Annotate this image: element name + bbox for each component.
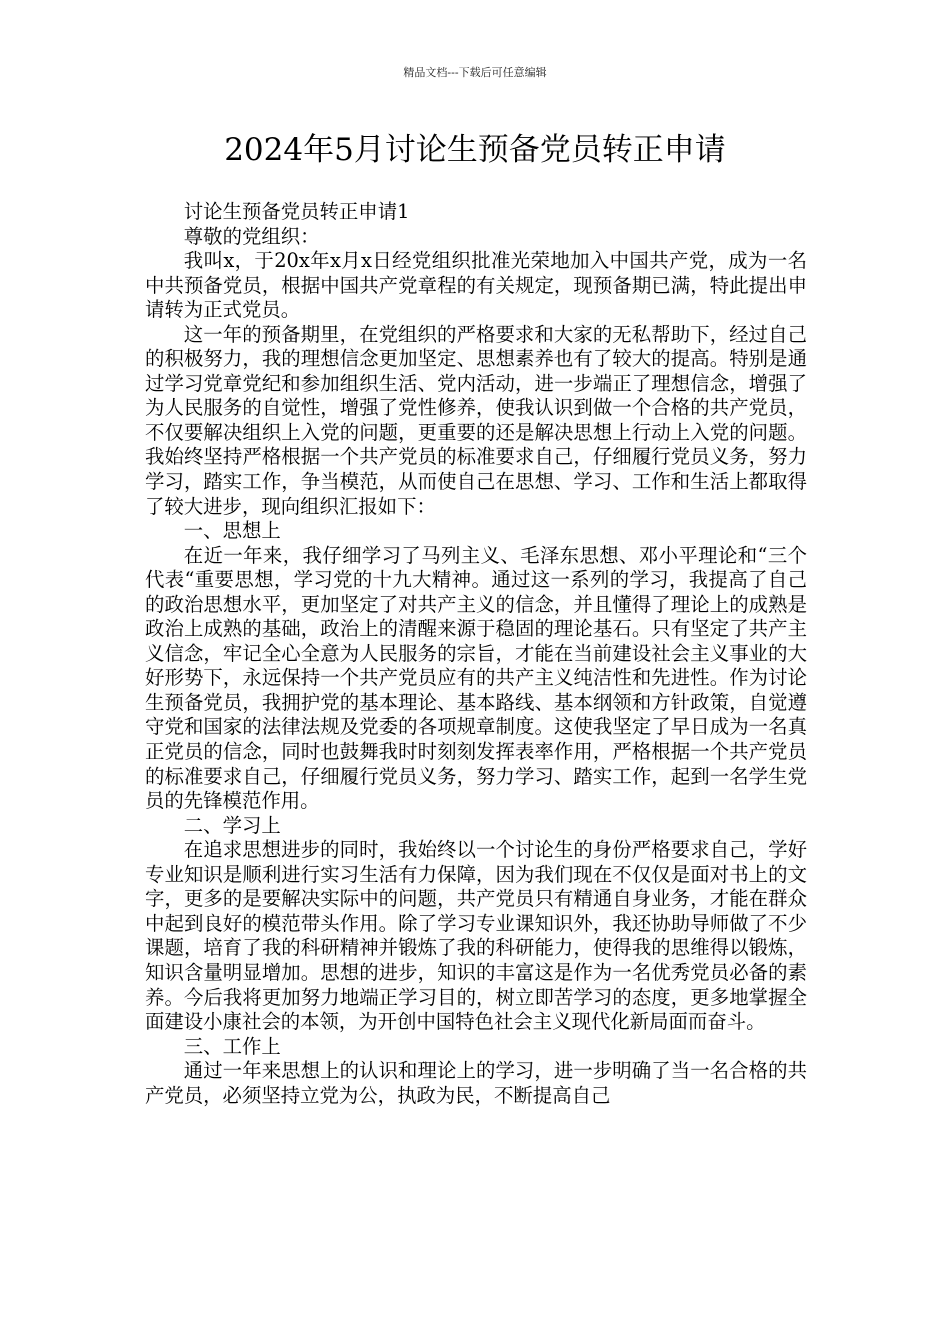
paragraph-ideology: 在近一年来，我仔细学习了马列主义、毛泽东思想、邓小平理论和“三个代表“重要思想，学习党的十九大精神。通过这一系列的学习，我提高了自己的政治思想水平，更加坚定了对共产主义的信念，并且懂得了理论上的成熟是政治上成熟的基础，政治上的清醒来源于稳固的理论基石。只有坚定了共产主义信念，牢记全心全意为人民服务的宗旨，才能在当前建设社会主义事业的大好形势下，永远保持一个共产党员应有的共产主义纯洁性和先进性。作为讨论生预备党员，我拥护党的基本理论、基本路线、基本纲领和方针政策，自觉遵守党和国家的法律法规及党委的各项规章制度。这使我坚定了早日成为一名真正党员的信念，同时也鼓舞我时时刻刻发挥表率作用，严格根据一个共产党员的标准要求自己，仔细履行党员义务，努力学习、踏实工作，起到一名学生党员的先锋模范作用。 [145,543,807,813]
header-note: 精品文档---下载后可任意编辑 [403,66,547,79]
paragraph-work: 通过一年来思想上的认识和理论上的学习，进一步明确了当一名合格的共产党员，必须坚持立党为公，执政为民，不断提高自己 [145,1059,807,1107]
section-heading-ideology: 一、思想上 [183,519,281,543]
document-title: 2024年5月讨论生预备党员转正申请 [224,132,726,168]
document-body [145,200,807,1108]
paragraph-study: 在追求思想进步的同时，我始终以一个讨论生的身份严格要求自己，学好专业知识是顺利进行实习生活有力保障，因为我们现在不仅仅是面对书上的文字，更多的是要解决实际中的问题，共产党员只有精通自身业务，才能在群众中起到良好的模范带头作用。除了学习专业课知识外，我还协助导师做了不少课题，培育了我的科研精神并锻炼了我的科研能力，使得我的思维得以锻炼，知识含量明显增加。思想的进步，知识的丰富这是作为一名优秀党员必备的素养。今后我将更加努力地端正学习目的，树立即苦学习的态度，更多地掌握全面建设小康社会的本领，为开创中国特色社会主义现代化新局面而奋斗。 [145,838,807,1034]
section-heading-study: 二、学习上 [183,813,281,837]
paragraph-subtitle: 讨论生预备党员转正申请1 [183,200,410,223]
paragraph-intro: 我叫x，于20x年x月x日经党组织批准光荣地加入中国共产党，成为一名中共预备党员，根据中国共产党章程的有关规定，现预备期已满，特此提出申请转为正式党员。 [145,249,807,322]
paragraph-overview: 这一年的预备期里，在党组织的严格要求和大家的无私帮助下，经过自己的积极努力，我的理想信念更加坚定、思想素养也有了较大的提高。特别是通过学习党章党纪和参加组织生活、党内活动，进一步端正了理想信念，增强了为人民服务的自觉性，增强了党性修养，使我认识到做一个合格的共产党员，不仅要解决组织上入党的问题，更重要的还是解决思想上行动上入党的问题。我始终坚持严格根据一个共产党员的标准要求自己，仔细履行党员义务，努力学习，踏实工作，争当模范，从而使自己在思想、学习、工作和生活上都取得了较大进步，现向组织汇报如下： [145,322,807,518]
paragraph-salutation: 尊敬的党组织： [183,224,320,248]
section-heading-work: 三、工作上 [183,1034,281,1058]
